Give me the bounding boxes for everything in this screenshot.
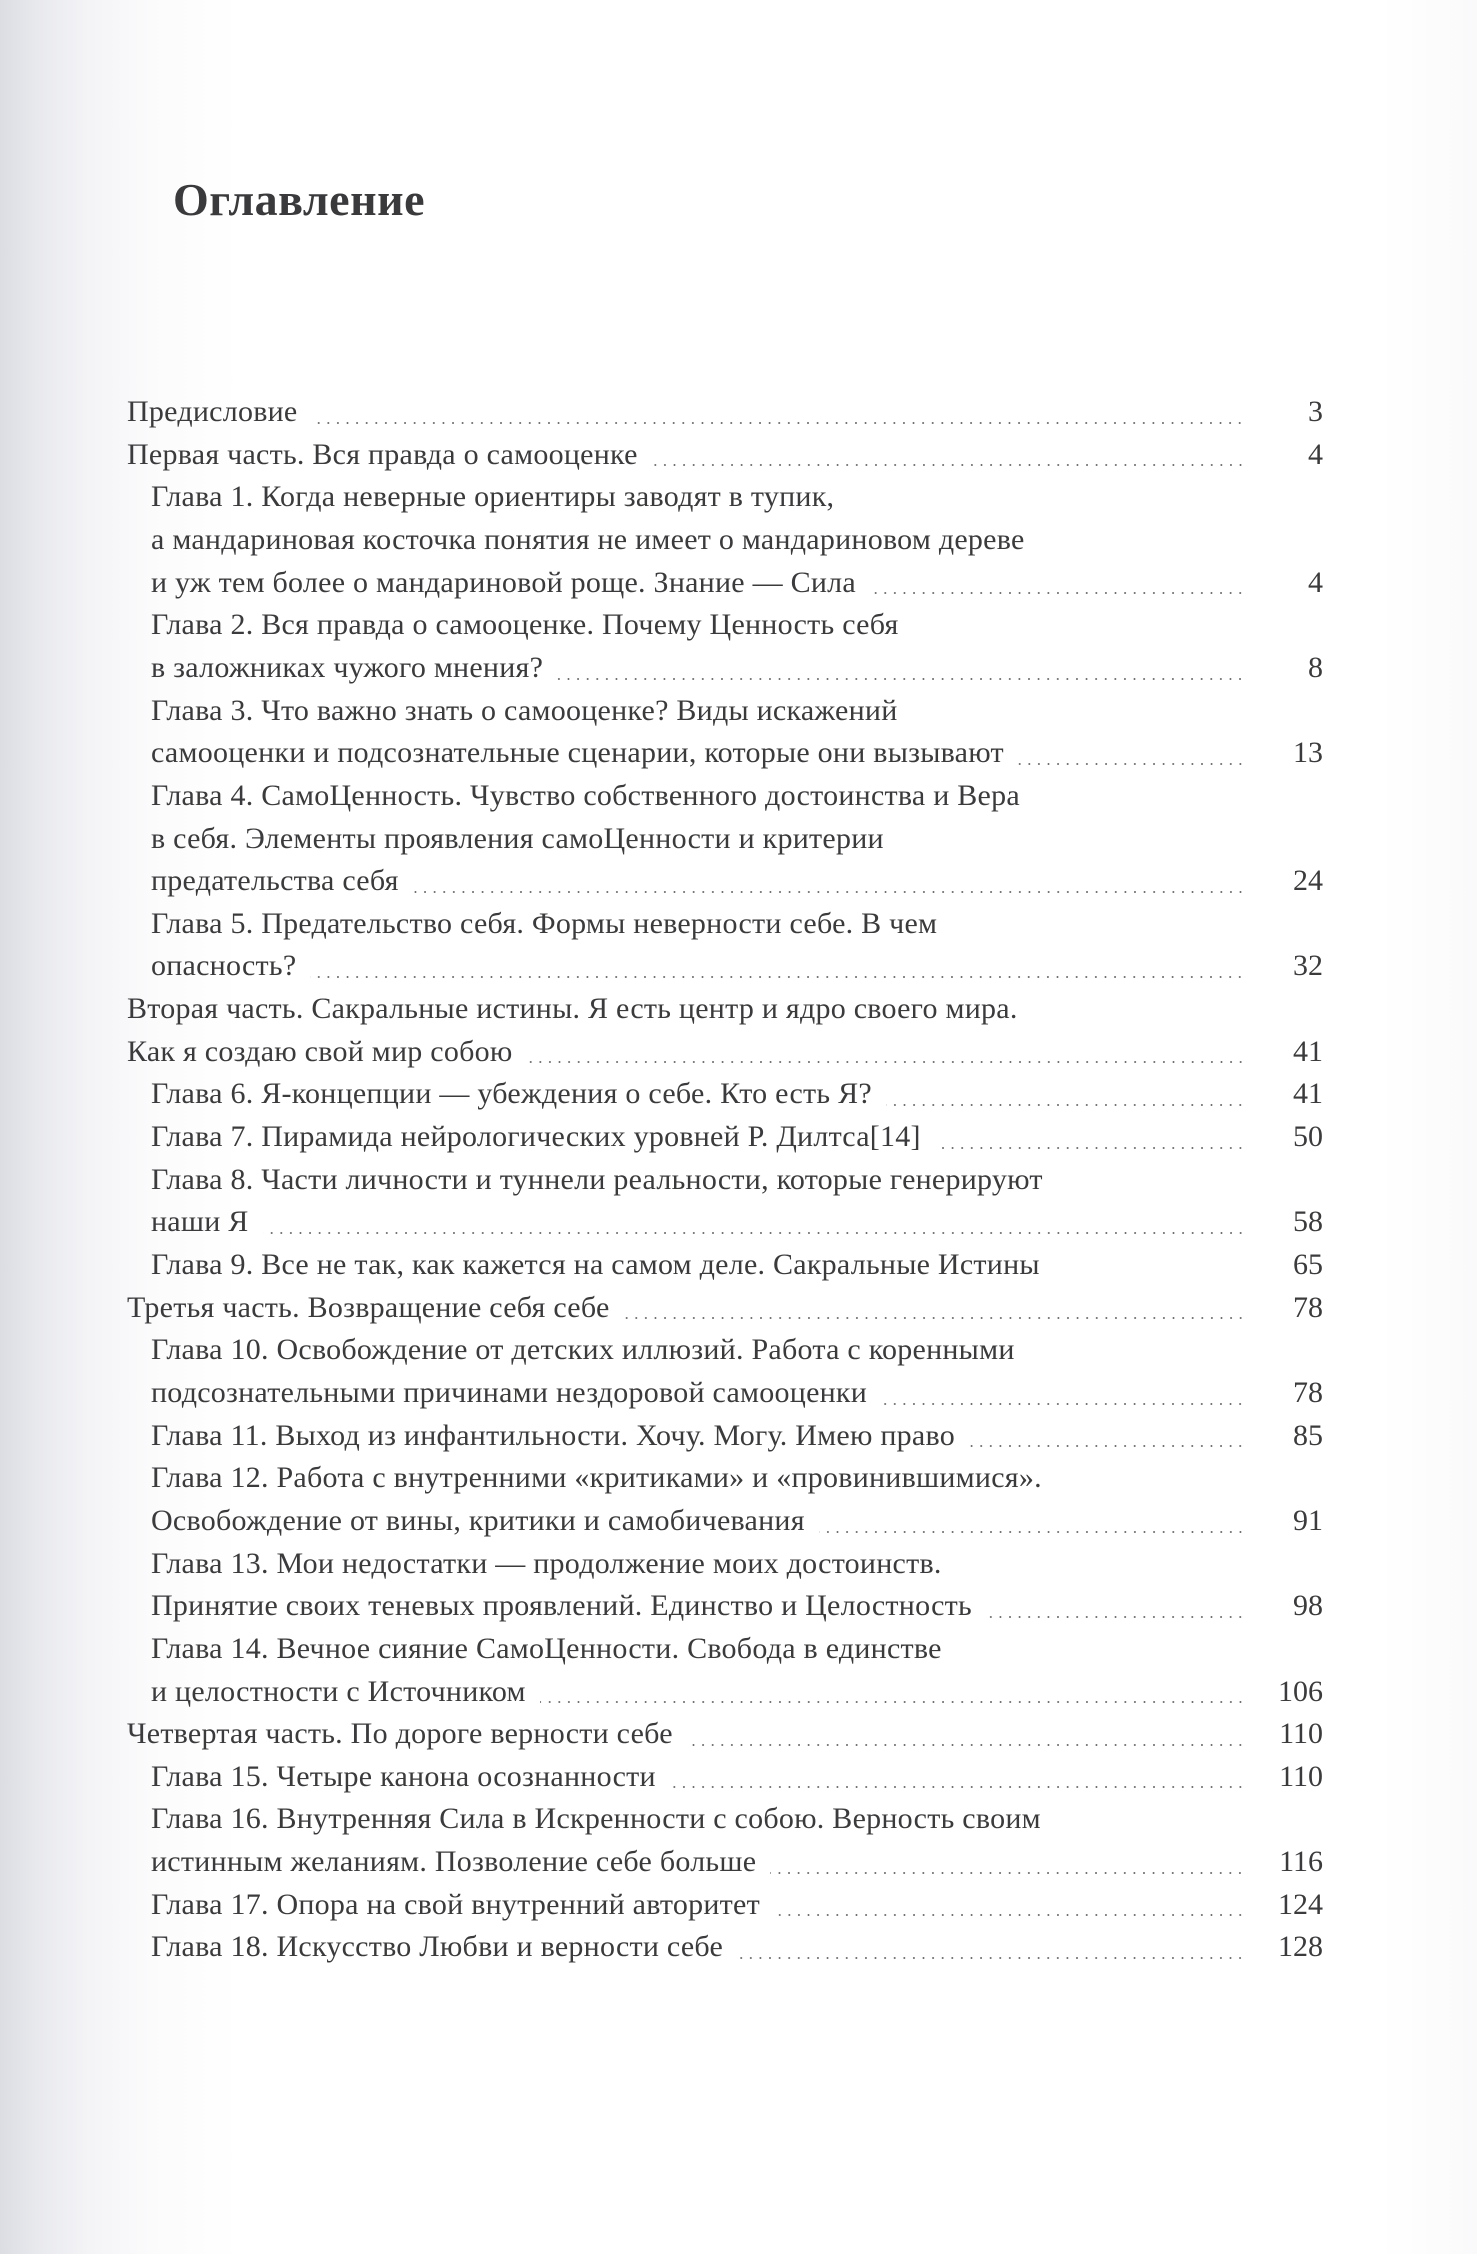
toc-entry-text: Глава 1. Когда неверные ориентиры заводят в тупик,: [151, 480, 835, 514]
toc-entry-text: Глава 8. Части личности и туннели реальности, которые генерируют: [151, 1162, 1043, 1196]
toc-entry-text: Глава 5. Предательство себя. Формы неверности себе. В чем: [151, 906, 938, 940]
toc-chapter-line: [151, 1415, 1323, 1458]
dot-leader: [670, 1786, 1245, 1788]
toc-chapter-line: [151, 1457, 1323, 1500]
toc-entry-text: самооценки и подсознательные сценарии, которые они вызывают: [151, 736, 1004, 770]
toc-chapter-line: [151, 1756, 1323, 1799]
dot-leader: [770, 1872, 1245, 1874]
dot-leader: [986, 1616, 1245, 1618]
toc-chapter-line: [151, 1884, 1323, 1927]
toc-entry-text: Глава 15. Четыре канона осознанности: [151, 1759, 656, 1793]
page-number: 78: [1293, 1375, 1323, 1409]
dot-leader: [540, 1701, 1245, 1703]
toc-chapter-line: [151, 1543, 1323, 1586]
dot-leader: [652, 464, 1245, 466]
page-number: 58: [1293, 1205, 1323, 1239]
page-number: 13: [1293, 736, 1323, 770]
toc-part-line: [127, 434, 1323, 477]
page-number: 3: [1308, 395, 1323, 428]
page-number: 106: [1278, 1674, 1323, 1708]
toc-chapter-line: [151, 1500, 1323, 1543]
toc-entry-text: Первая часть. Вся правда о самооценке: [127, 437, 638, 471]
toc-chapter-line: [151, 1073, 1323, 1116]
dot-leader: [624, 1317, 1245, 1319]
toc-entry-text: Глава 10. Освобождение от детских иллюзий. Работа с коренными: [151, 1333, 1015, 1367]
toc-chapter-line: [151, 1159, 1323, 1202]
toc-entry-text: Глава 18. Искусство Любви и верности себе: [151, 1930, 724, 1964]
page-number: 41: [1293, 1077, 1323, 1111]
toc-chapter-line: [151, 1671, 1323, 1714]
toc-entry-text: Глава 12. Работа с внутренними «критиками» и «провинившимися».: [151, 1461, 1042, 1495]
page-number: 41: [1293, 1034, 1323, 1068]
page-number: 65: [1293, 1248, 1323, 1281]
toc-entry-text: Глава 2. Вся правда о самооценке. Почему Ценность себя: [151, 608, 899, 642]
dot-leader: [413, 891, 1245, 893]
toc-chapter-line: [151, 818, 1323, 861]
dot-leader: [886, 1104, 1245, 1106]
dot-leader: [557, 678, 1245, 680]
page-number: 24: [1293, 864, 1323, 898]
dot-leader: [687, 1744, 1245, 1746]
toc-entry-text: Четвертая часть. По дороге верности себе: [127, 1717, 673, 1751]
dot-leader: [311, 422, 1245, 424]
dot-leader: [527, 1061, 1245, 1063]
toc-entry-text: а мандариновая косточка понятия не имеет о мандариновом дереве: [151, 522, 1025, 556]
dot-leader: [870, 592, 1245, 594]
toc-part-line: [127, 1713, 1323, 1756]
page-number: 4: [1308, 565, 1323, 599]
toc-entry-text: в заложниках чужого мнения?: [151, 650, 544, 684]
toc-chapter-line: [151, 1628, 1323, 1671]
toc-chapter-line: [151, 1926, 1323, 1969]
toc-entry-text: Глава 14. Вечное сияние СамоЦенности. Свобода в единстве: [151, 1631, 942, 1665]
toc-entry-text: Третья часть. Возвращение себя себе: [127, 1290, 610, 1324]
page-number: 116: [1279, 1845, 1323, 1879]
page-number: 110: [1279, 1759, 1323, 1793]
dot-leader: [935, 1147, 1245, 1149]
toc-entry-text: подсознательными причинами нездоровой самооценки: [151, 1375, 868, 1409]
page-number: 4: [1308, 437, 1323, 471]
toc-entry-text: в себя. Элементы проявления самоЦенности и критерии: [151, 821, 884, 855]
toc-entry-text: Глава 7. Пирамида нейрологических уровней Р. Дилтса[14]: [151, 1120, 921, 1154]
toc-chapter-line: [151, 945, 1323, 988]
toc-entry-text: Глава 9. Все не так, как кажется на самом деле. Сакральные Истины: [151, 1248, 1040, 1281]
toc-entry-text: Глава 13. Мои недостатки — продолжение моих достоинств.: [151, 1546, 942, 1580]
toc-entry-text: и уж тем более о мандариновой роще. Знание — Сила: [151, 565, 856, 599]
toc-entry-text: и целостности с Источником: [151, 1674, 526, 1708]
toc-entry-text: Глава 6. Я-концепции — убеждения о себе. Кто есть Я?: [151, 1077, 872, 1111]
toc-entry-text: наши Я: [151, 1205, 249, 1239]
toc-entry-text: Принятие своих теневых проявлений. Единство и Целостность: [151, 1589, 972, 1623]
toc-chapter-line: [151, 1329, 1323, 1372]
dot-leader: [881, 1403, 1245, 1405]
toc-chapter-line: [151, 775, 1323, 818]
toc-entry-text: Глава 16. Внутренняя Сила в Искренности с собою. Верность своим: [151, 1802, 1041, 1836]
toc-entry-text: Вторая часть. Сакральные истины. Я есть центр и ядро своего мира.: [127, 992, 1018, 1026]
page-number: 91: [1293, 1503, 1323, 1537]
toc-chapter-line: [151, 1841, 1323, 1884]
page-number: 85: [1293, 1418, 1323, 1452]
toc-part-line: [127, 1287, 1323, 1330]
page-number: 8: [1308, 650, 1323, 684]
toc-entry-text: Как я создаю свой мир собою: [127, 1034, 513, 1068]
toc-entry-text: истинным желаниям. Позволение себе больше: [151, 1845, 757, 1879]
dot-leader: [1018, 763, 1245, 765]
toc-entry-text: Освобождение от вины, критики и самобичевания: [151, 1503, 805, 1537]
page-number: 98: [1293, 1589, 1323, 1623]
toc-part-line: [127, 391, 1323, 434]
dot-leader: [774, 1914, 1245, 1916]
toc-entry-text: Глава 17. Опора на свой внутренний авторитет: [151, 1887, 760, 1921]
page-number: 32: [1293, 949, 1323, 983]
toc-part-line: [127, 1031, 1323, 1074]
dot-leader: [310, 976, 1245, 978]
toc-chapter-line: [151, 860, 1323, 903]
page-title: Оглавление: [173, 174, 426, 225]
page-number: 78: [1293, 1290, 1323, 1324]
toc-entry-text: Глава 4. СамоЦенность. Чувство собственного достоинства и Вера: [151, 778, 1020, 812]
toc-chapter-line: [151, 562, 1323, 605]
toc-entry-text: Глава 11. Выход из инфантильности. Хочу. Могу. Имею право: [151, 1418, 955, 1452]
dot-leader: [819, 1531, 1245, 1533]
toc-chapter-line: [151, 1798, 1323, 1841]
toc-chapter-line: [151, 903, 1323, 946]
dot-leader: [263, 1232, 1245, 1234]
dot-leader: [737, 1957, 1245, 1959]
toc-chapter-line: [151, 1116, 1323, 1159]
toc-chapter-line: [151, 1372, 1323, 1415]
toc-chapter-line: [151, 519, 1323, 562]
toc-entry-text: Глава 3. Что важно знать о самооценке? Виды искажений: [151, 693, 898, 727]
toc-chapter-line: [151, 732, 1323, 775]
toc-chapter-line: [151, 690, 1323, 733]
toc-entry-text: Предисловие: [127, 395, 298, 428]
toc-entry-text: предательства себя: [151, 864, 399, 898]
toc-chapter-line: [151, 1244, 1323, 1287]
toc-chapter-line: [151, 1585, 1323, 1628]
toc-chapter-line: [151, 647, 1323, 690]
dot-leader: [969, 1445, 1245, 1447]
toc-chapter-line: [151, 604, 1323, 647]
page-number: 124: [1278, 1887, 1323, 1921]
page-number: 50: [1293, 1120, 1323, 1154]
toc-entry-text: опасность?: [151, 949, 297, 983]
page-number: 128: [1278, 1930, 1323, 1964]
page-number: 110: [1279, 1717, 1323, 1751]
toc-chapter-line: [151, 1201, 1323, 1244]
toc-part-line: [127, 988, 1323, 1031]
toc-chapter-line: [151, 476, 1323, 519]
